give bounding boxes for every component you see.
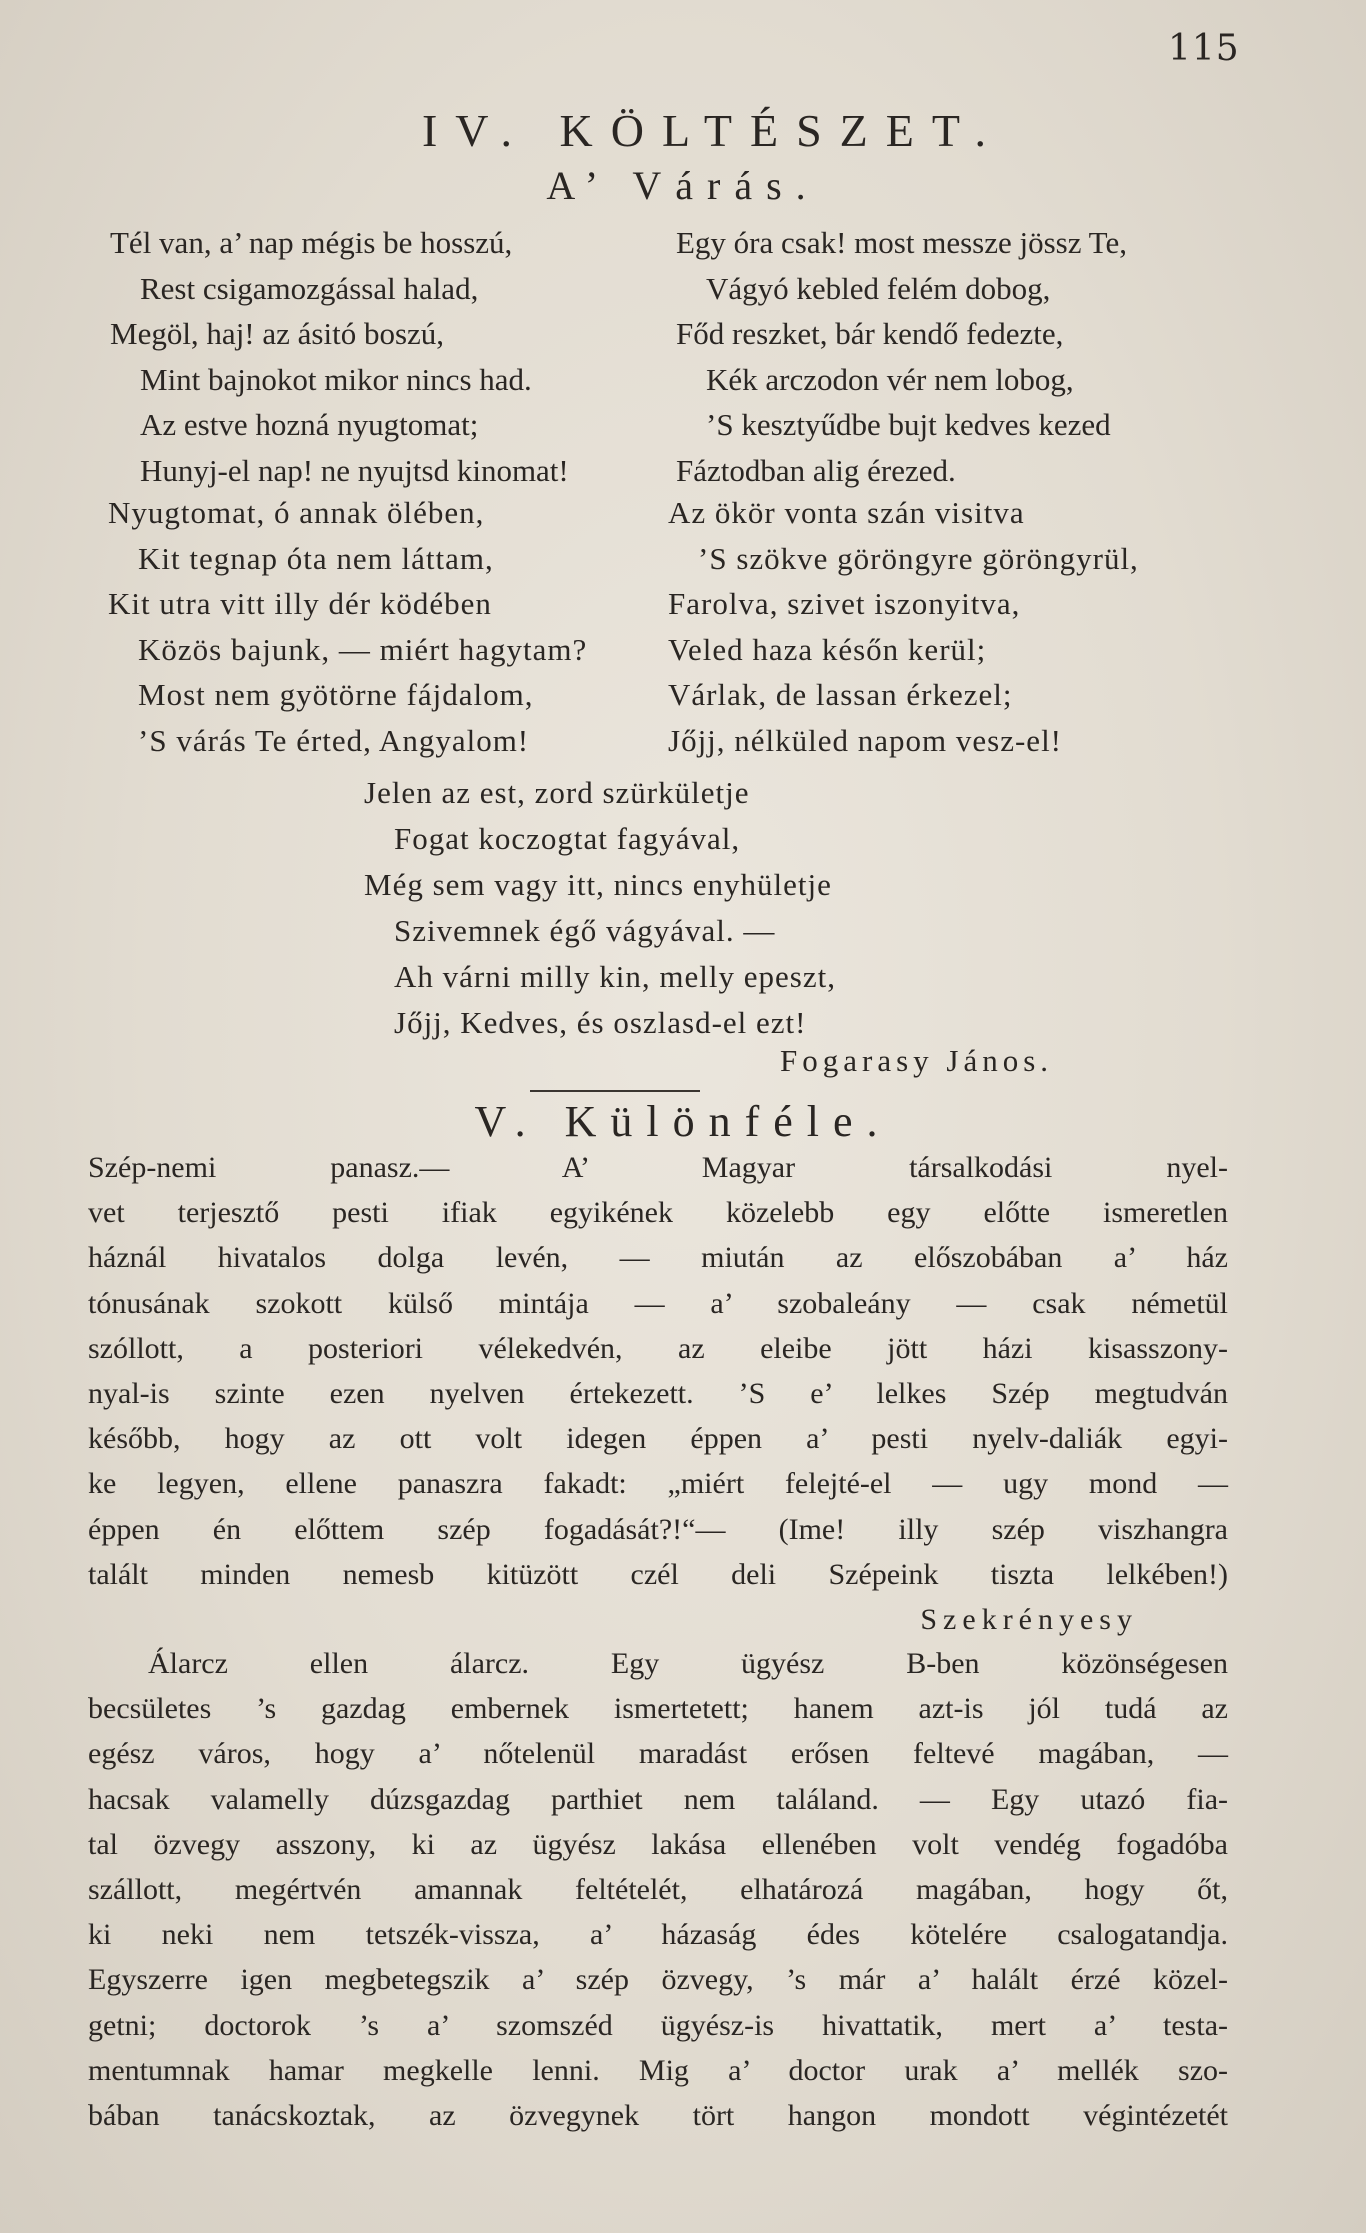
article-author-signature: Szekrényesy <box>920 1602 1138 1636</box>
verse-line: Megöl, haj! az ásitó boszú, <box>110 316 445 351</box>
text-line: hacsak valamelly dúzsgazdag parthiet nem találand. — Egy utazó fia- <box>88 1782 1228 1816</box>
section-heading-miscellany: V. Különféle. <box>474 1097 892 1146</box>
verse-line: Hunyj-el nap! ne nyujtsd kinomat! <box>140 452 569 488</box>
verse-line: ’S várás Te érted, Angyalom! <box>138 722 530 758</box>
text-line: Egyszerre igen megbetegszik a’ szép özvegy, ’s már a’ halált érzé közel- <box>88 1963 1228 1997</box>
verse-line: Veled haza későn kerül; <box>668 631 987 667</box>
verse-line: Ah várni milly kin, melly epeszt, <box>394 959 836 994</box>
page-number: 115 <box>1168 28 1240 69</box>
text-line: tónusának szokott külső mintája — a’ szobaleány — csak németül <box>88 1286 1228 1320</box>
text-line: vet terjesztő pesti ifiak egyikének közelebb egy előtte ismeretlen <box>88 1196 1228 1230</box>
verse-line: Kit tegnap óta nem láttam, <box>138 540 494 576</box>
poem-title: A’ Várás. <box>546 163 820 208</box>
text-line: Álarcz ellen álarcz. Egy ügyész B-ben közönségesen <box>148 1647 1228 1680</box>
poem-stanza-2-left <box>108 490 587 763</box>
text-line: háznál hivatalos dolga levén, — miután az előszobában a’ ház <box>88 1241 1228 1275</box>
poem-stanza-1-right <box>676 220 1127 493</box>
verse-line: ’S kesztyűdbe bujt kedves kezed <box>706 407 1111 442</box>
section-heading-poetry: IV. KÖLTÉSZET. <box>421 105 1005 156</box>
text-line: talált minden nemesb kitüzött czél deli Szépeink tiszta lelkében!) <box>88 1557 1228 1591</box>
text-line: Szép-nemi panasz.— A’ Magyar társalkodási nyel- <box>88 1151 1228 1184</box>
verse-line: Fáztodban alig érezed. <box>676 452 956 488</box>
verse-line: Fogat koczogtat fagyával, <box>394 821 741 856</box>
text-line: becsületes ’s gazdag embernek ismertetett; hanem azt-is jól tudá az <box>88 1692 1228 1726</box>
poem-author-signature: Fogarasy János. <box>780 1043 1054 1078</box>
verse-line: Farolva, szivet iszonyitva, <box>668 586 1021 621</box>
article-szep-nemi-panasz <box>88 1145 1228 1642</box>
verse-line: Még sem vagy itt, nincs enyhületje <box>364 867 832 902</box>
verse-line: Nyugtomat, ó annak ölében, <box>108 495 485 530</box>
verse-line: Jőjj, nélküled napom vesz-el! <box>668 722 1063 758</box>
verse-line: Jőjj, Kedves, és oszlasd-el ezt! <box>394 1005 807 1040</box>
verse-line: Kék arczodon vér nem lobog, <box>706 361 1074 397</box>
text-line: nyal-is szinte ezen nyelven értekezett. ’S e’ lelkes Szép megtudván <box>88 1376 1228 1410</box>
verse-line: Az ökör vonta szán visitva <box>668 495 1025 530</box>
verse-line: Egy óra csak! most messze jössz Te, <box>676 225 1127 260</box>
text-line: bában tanácskoztak, az özvegynek tört hangon mondott végintézetét <box>88 2098 1228 2132</box>
text-line: tal özvegy asszony, ki az ügyész lakása ellenében volt vendég fogadóba <box>88 1827 1228 1861</box>
verse-line: Kit utra vitt illy dér ködében <box>108 586 492 621</box>
verse-line: Most nem gyötörne fájdalom, <box>138 677 534 712</box>
verse-line: Vágyó kebled felém dobog, <box>706 270 1051 306</box>
verse-line: ’S szökve göröngyre göröngyrül, <box>698 540 1139 576</box>
verse-line: Főd reszket, bár kendő fedezte, <box>676 316 1064 351</box>
verse-line: Közös bajunk, — miért hagytam? <box>138 631 588 667</box>
text-line: ki neki nem tetszék-vissza, a’ házaság édes kötelére csalogatandja. <box>88 1918 1228 1952</box>
text-line: szállott, megértvén amannak feltételét, elhatározá magában, hogy őt, <box>88 1872 1228 1906</box>
text-line: később, hogy az ott volt idegen éppen a’ pesti nyelv-daliák egyi- <box>88 1422 1228 1456</box>
verse-line: Jelen az est, zord szürkületje <box>364 775 750 810</box>
verse-line: Mint bajnokot mikor nincs had. <box>140 361 532 397</box>
text-line: mentumnak hamar megkelle lenni. Mig a’ doctor urak a’ mellék szo- <box>88 2053 1228 2087</box>
section-divider <box>530 1090 700 1092</box>
verse-line: Tél van, a’ nap mégis be hosszú, <box>110 225 513 260</box>
verse-line: Az estve hozná nyugtomat; <box>140 407 479 442</box>
poem-stanza-3 <box>364 770 836 1046</box>
text-line: szóllott, a posteriori vélekedvén, az eleibe jött házi kisasszony- <box>88 1331 1228 1365</box>
article-alarcz-ellen-alarcz <box>88 1641 1228 2138</box>
text-line: ke legyen, ellene panaszra fakadt: „miért felejté-el — ugy mond — <box>88 1467 1228 1501</box>
verse-line: Rest csigamozgással halad, <box>140 270 479 306</box>
text-line: egész város, hogy a’ nőtelenül maradást erősen feltevé magában, — <box>88 1737 1228 1771</box>
poem-stanza-1-left <box>110 220 569 493</box>
poem-stanza-2-right <box>668 490 1139 763</box>
verse-line: Várlak, de lassan érkezel; <box>668 677 1013 712</box>
text-line: éppen én előttem szép fogadását?!“— (Ime! illy szép viszhangra <box>88 1512 1228 1546</box>
verse-line: Szivemnek égő vágyával. — <box>394 913 776 948</box>
text-line: getni; doctorok ’s a’ szomszéd ügyész-is hivattatik, mert a’ testa- <box>88 2008 1228 2042</box>
